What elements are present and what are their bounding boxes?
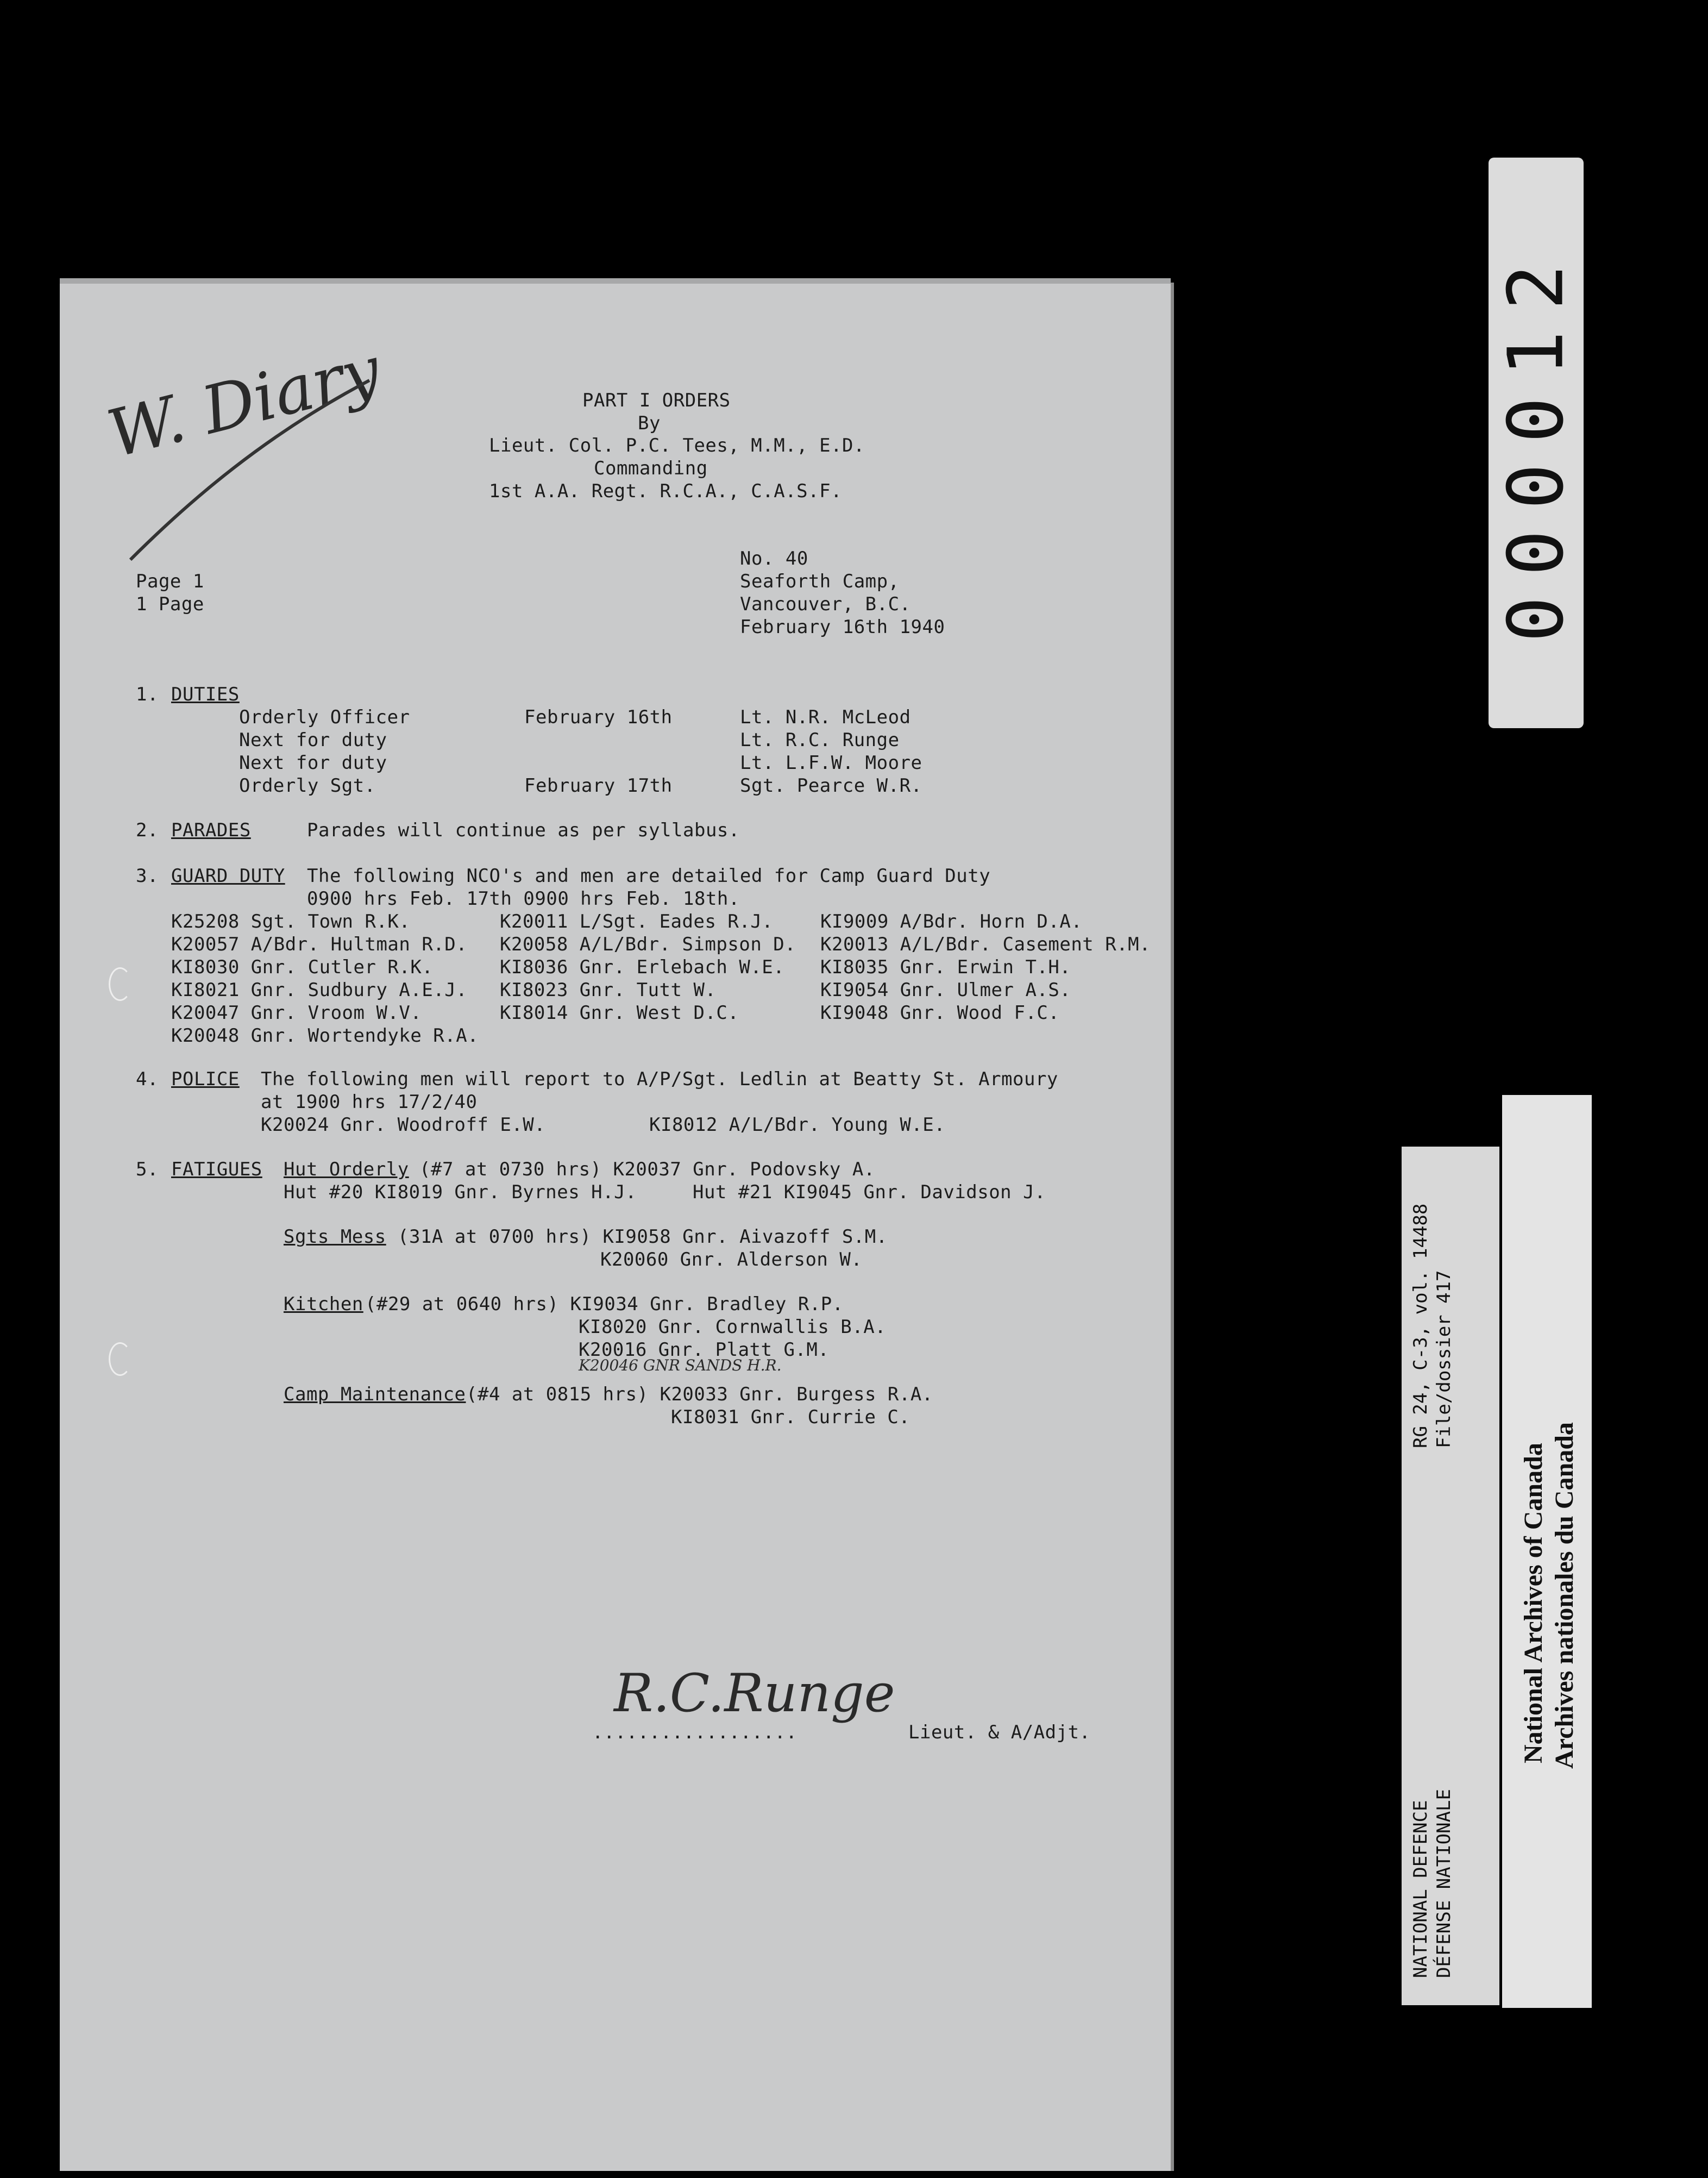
guard-heading: GUARD DUTY xyxy=(171,865,285,887)
kitchen-handwritten-addition: K20046 GNR SANDS H.R. xyxy=(579,1356,782,1374)
duty-role: Orderly Sgt. xyxy=(239,775,376,797)
signature: R.C.Runge xyxy=(614,1663,895,1724)
guard-entry: KI8036 Gnr. Erlebach W.E. xyxy=(500,956,785,978)
archive-ref-line-1: RG 24, C-3, vol. 14488 xyxy=(1410,1203,1431,1448)
duty-date: February 17th xyxy=(524,775,673,797)
duty-role: Orderly Officer xyxy=(239,706,410,728)
header-line-5: 1st A.A. Regt. R.C.A., C.A.S.F. xyxy=(489,480,843,502)
parades-number: 2. xyxy=(136,819,159,841)
sgts-mess-line-2: K20060 Gnr. Alderson W. xyxy=(600,1249,863,1270)
police-intro-2: at 1900 hrs 17/2/40 xyxy=(261,1091,478,1113)
page-count: 1 Page xyxy=(136,593,204,615)
duty-name: Lt. R.C. Runge xyxy=(740,729,900,751)
handwritten-stroke xyxy=(125,375,375,571)
duty-role: Next for duty xyxy=(239,729,387,751)
hut-20-detail: Hut #20 KI8019 Gnr. Byrnes H.J. xyxy=(284,1181,637,1203)
guard-entry: K20013 A/L/Bdr. Casement R.M. xyxy=(820,934,1151,955)
camp-maintenance-line-2: KI8031 Gnr. Currie C. xyxy=(671,1406,910,1428)
order-city: Vancouver, B.C. xyxy=(740,593,911,615)
guard-entry: K20057 A/Bdr. Hultman R.D. xyxy=(171,934,468,955)
duty-role: Next for duty xyxy=(239,752,387,774)
signature-title: Lieut. & A/Adjt. xyxy=(908,1722,1091,1743)
handwritten-note: W. Diary xyxy=(101,332,388,473)
department-line-2: DÉFENSE NATIONALE xyxy=(1433,1789,1455,1978)
police-man: KI8012 A/L/Bdr. Young W.E. xyxy=(649,1114,946,1136)
paper-top-edge xyxy=(60,278,1171,284)
guard-intro-2: 0900 hrs Feb. 17th 0900 hrs Feb. 18th. xyxy=(307,888,740,910)
hut-21-detail: Hut #21 KI9045 Gnr. Davidson J. xyxy=(693,1181,1046,1203)
header-line-4: Commanding xyxy=(594,458,708,479)
guard-entry: KI8021 Gnr. Sudbury A.E.J. xyxy=(171,979,468,1001)
archives-name-english: National Archives of Canada xyxy=(1519,1443,1548,1763)
guard-entry: KI8030 Gnr. Cutler R.K. xyxy=(171,956,434,978)
guard-intro-1: The following NCO's and men are detailed for Camp Guard Duty xyxy=(307,865,991,887)
duty-name: Sgt. Pearce W.R. xyxy=(740,775,922,797)
kitchen-detail: (#29 at 0640 hrs) KI9034 Gnr. Bradley R.P. xyxy=(365,1293,844,1315)
sgts-mess-label: Sgts Mess xyxy=(284,1226,386,1248)
camp-maintenance-label: Camp Maintenance xyxy=(284,1384,466,1405)
duties-number: 1. xyxy=(136,684,159,705)
hut-orderly-label: Hut Orderly xyxy=(284,1159,409,1180)
police-man: K20024 Gnr. Woodroff E.W. xyxy=(261,1114,546,1136)
guard-entry: K20011 L/Sgt. Eades R.J. xyxy=(500,911,774,932)
fatigues-number: 5. xyxy=(136,1159,159,1180)
department-line-1: NATIONAL DEFENCE xyxy=(1410,1800,1431,1978)
guard-entry: KI8014 Gnr. West D.C. xyxy=(500,1002,739,1024)
guard-entry: K20058 A/L/Bdr. Simpson D. xyxy=(500,934,796,955)
police-heading: POLICE xyxy=(171,1068,240,1090)
duties-heading: DUTIES xyxy=(171,684,240,705)
archive-number: 000012 xyxy=(1492,243,1581,642)
duty-name: Lt. N.R. McLeod xyxy=(740,706,911,728)
parades-heading: PARADES xyxy=(171,819,251,841)
archive-ref-line-2: File/dossier 417 xyxy=(1433,1270,1455,1448)
guard-entry: KI9054 Gnr. Ulmer A.S. xyxy=(820,979,1071,1001)
page-number: Page 1 xyxy=(136,571,204,592)
kitchen-line-2: KI8020 Gnr. Cornwallis B.A. xyxy=(579,1316,887,1338)
header-line-2: By xyxy=(638,412,661,434)
guard-entry: KI9048 Gnr. Wood F.C. xyxy=(820,1002,1060,1024)
punch-hole xyxy=(109,967,131,1001)
signature-dots: .................. xyxy=(592,1722,798,1743)
police-number: 4. xyxy=(136,1068,159,1090)
header-line-1: PART I ORDERS xyxy=(582,390,731,411)
duty-name: Lt. L.F.W. Moore xyxy=(740,752,922,774)
order-camp: Seaforth Camp, xyxy=(740,571,900,592)
guard-entry: KI9009 A/Bdr. Horn D.A. xyxy=(820,911,1083,932)
sgts-mess-detail: (31A at 0700 hrs) KI9058 Gnr. Aivazoff S.M. xyxy=(398,1226,888,1248)
camp-maintenance-detail: (#4 at 0815 hrs) K20033 Gnr. Burgess R.A. xyxy=(466,1384,933,1405)
fatigues-heading: FATIGUES xyxy=(171,1159,262,1180)
hut-orderly-detail: (#7 at 0730 hrs) K20037 Gnr. Podovsky A. xyxy=(419,1159,875,1180)
kitchen-label: Kitchen xyxy=(284,1293,363,1315)
parades-text: Parades will continue as per syllabus. xyxy=(307,819,740,841)
order-number: No. 40 xyxy=(740,548,808,569)
guard-number: 3. xyxy=(136,865,159,887)
archives-name-french: Archives nationales du Canada xyxy=(1550,1422,1579,1769)
guard-entry: KI8023 Gnr. Tutt W. xyxy=(500,979,717,1001)
duty-date: February 16th xyxy=(524,706,673,728)
header-line-3: Lieut. Col. P.C. Tees, M.M., E.D. xyxy=(489,435,865,456)
police-intro-1: The following men will report to A/P/Sgt. Ledlin at Beatty St. Armoury xyxy=(261,1068,1058,1090)
guard-entry: KI8035 Gnr. Erwin T.H. xyxy=(820,956,1071,978)
guard-entry: K20048 Gnr. Wortendyke R.A. xyxy=(171,1025,479,1047)
order-date: February 16th 1940 xyxy=(740,616,945,638)
kitchen-line-3: K20016 Gnr. Platt G.M. xyxy=(579,1339,830,1361)
guard-entry: K25208 Sgt. Town R.K. xyxy=(171,911,411,932)
punch-hole xyxy=(109,1342,131,1376)
guard-entry: K20047 Gnr. Vroom W.V. xyxy=(171,1002,422,1024)
